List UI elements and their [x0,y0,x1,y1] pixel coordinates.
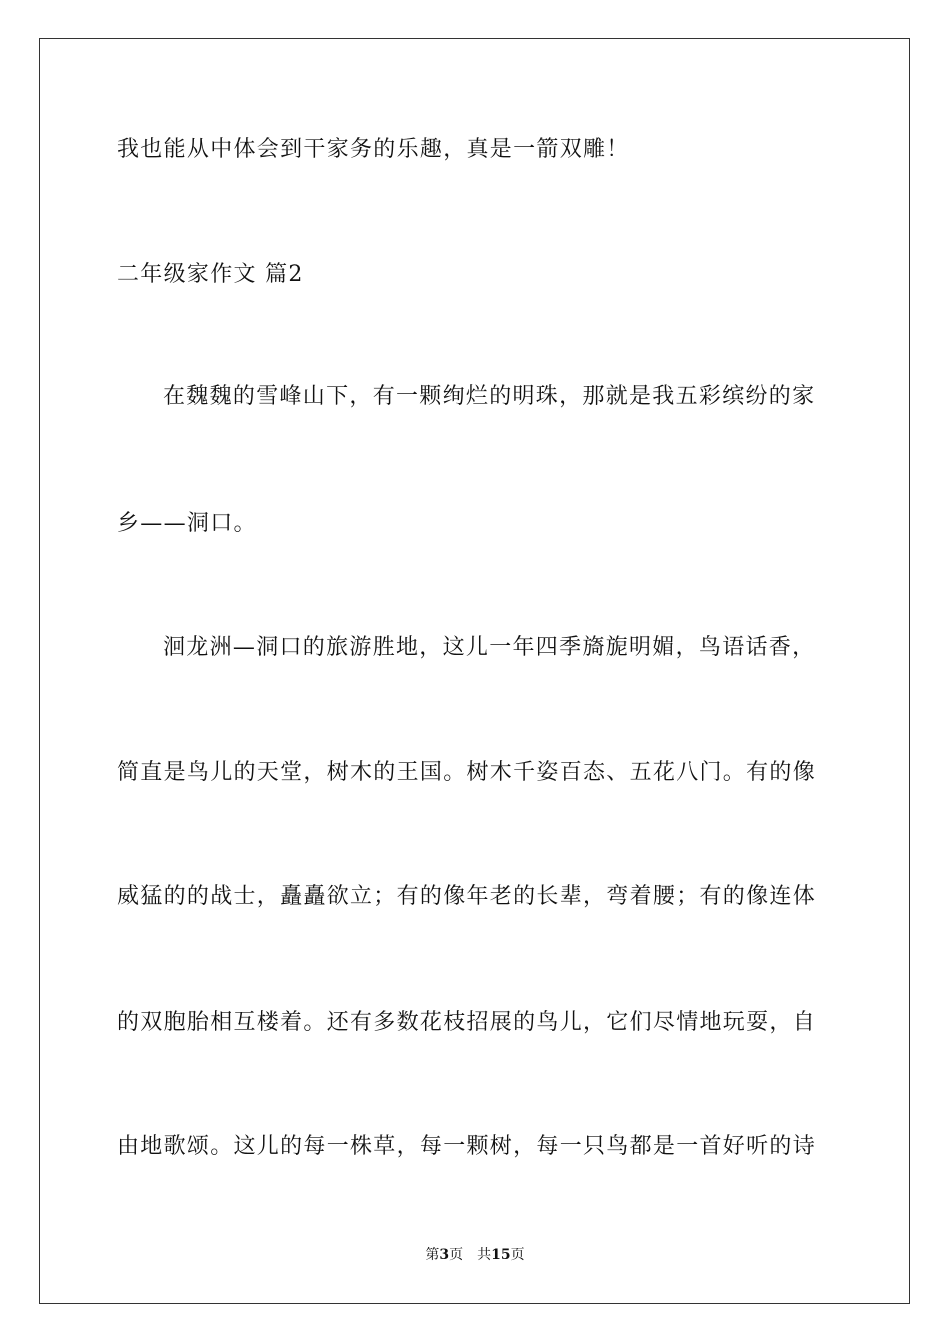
text-line-5: 洄龙洲—洞口的旅游胜地，这儿一年四季旖旎明媚，鸟语话香， [163,635,816,660]
text-line-8: 的双胞胎相互楼着。还有多数花枝招展的鸟儿，它们尽情地玩耍，自 [117,1010,817,1035]
footer-page-suffix: 页 [449,1247,464,1263]
text-line-7: 威猛的的战士，矗矗欲立；有的像年老的长辈，弯着腰；有的像连体 [117,884,817,909]
page-border [39,38,910,1304]
text-line-1: 我也能从中体会到干家务的乐趣，真是一箭双雕！ [117,137,630,162]
footer-total-prefix: 共 [477,1247,492,1263]
footer-total-pages: 15 [491,1247,511,1263]
footer-total-suffix: 页 [510,1247,525,1263]
footer-page-prefix: 第 [425,1247,440,1263]
text-line-3: 在魏魏的雪峰山下，有一颗绚烂的明珠，那就是我五彩缤纷的家 [163,384,816,409]
section-heading: 二年级家作文 篇2 [117,262,304,287]
footer-page-number: 3 [439,1247,450,1263]
text-line-6: 简直是鸟儿的天堂，树木的王国。树木千姿百态、五花八门。有的像 [117,760,817,785]
page-footer [0,1245,950,1265]
text-line-9: 由地歌颂。这儿的每一株草，每一颗树，每一只鸟都是一首好听的诗 [117,1134,817,1159]
text-line-4: 乡——洞口。 [117,511,257,536]
